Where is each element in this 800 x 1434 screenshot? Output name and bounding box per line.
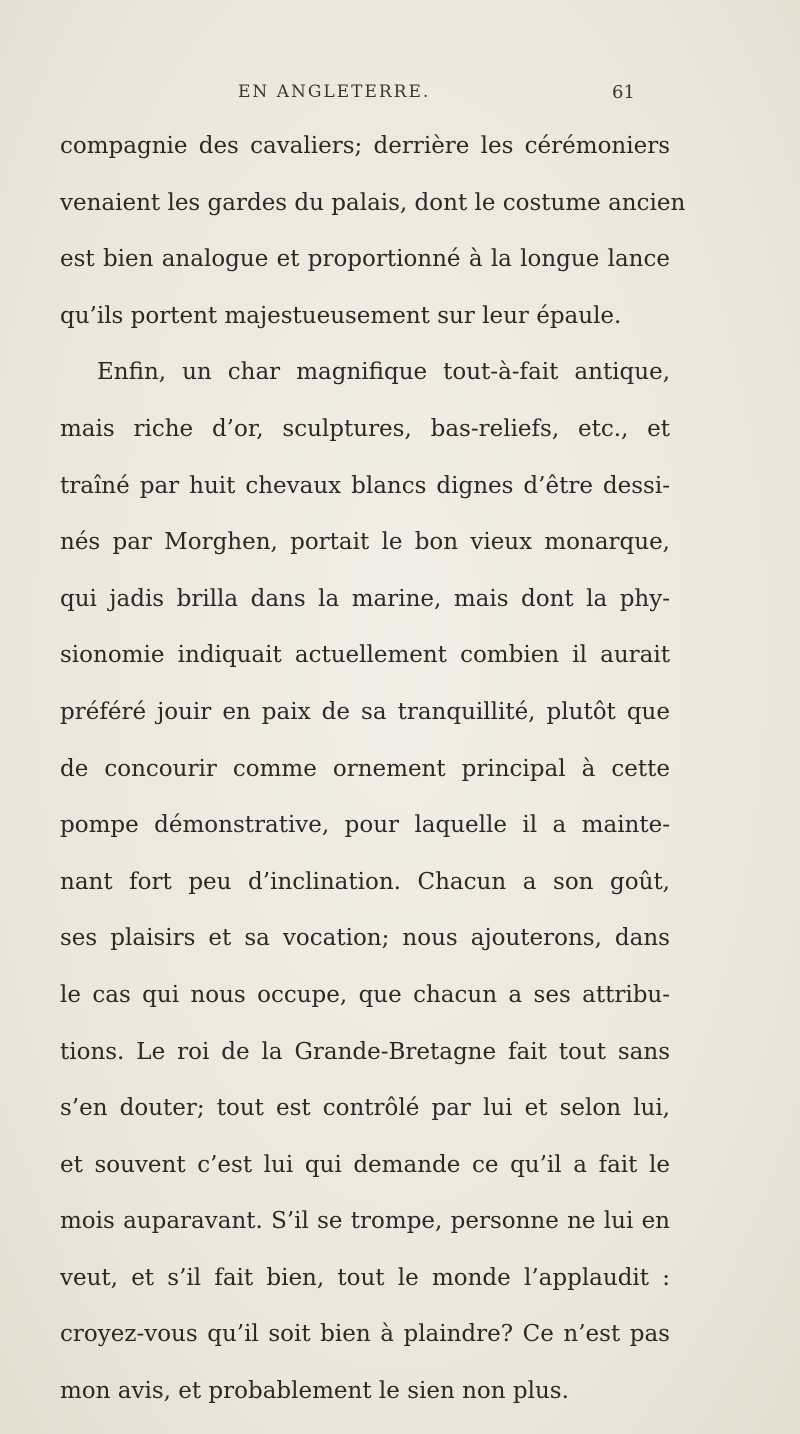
text-line: préféré jouir en paix de sa tranquillité, plutôt que [60,698,670,725]
text-line: veut, et s’il fait bien, tout le monde l’applaudit : [60,1264,670,1291]
text-line: mon avis, et probablement le sien non plus. [60,1378,569,1405]
text-line: nant fort peu d’inclination. Chacun a son goût, [60,868,670,895]
running-head [0,82,800,112]
text-line: de concourir comme ornement principal à cette [60,755,670,782]
text-line: s’en douter; tout est contrôlé par lui et selon lui, [60,1095,670,1122]
text-line: compagnie des cavaliers; derrière les cérémoniers [60,133,670,159]
body-text [60,118,686,1420]
running-title: EN ANGLETERRE. [238,82,431,102]
page-number: 61 [612,82,635,103]
paragraph-start-line: Enfin, un char magnifique tout-à-fait antique, [97,359,670,386]
text-line: est bien analogue et proportionné à la longue lance [60,246,670,273]
text-line: venaient les gardes du palais, dont le costume ancien [60,189,686,216]
text-line: nés par Morghen, portait le bon vieux monarque, [60,529,670,556]
text-line: tions. Le roi de la Grande-Bretagne fait tout sans [60,1038,670,1065]
text-line: qu’ils portent majestueusement sur leur épaule. [60,302,622,329]
text-line: mois auparavant. S’il se trompe, personne ne lui en [60,1208,670,1235]
text-line: le cas qui nous occupe, que chacun a ses attribu- [60,981,670,1008]
text-line: et souvent c’est lui qui demande ce qu’il a fait le [60,1151,670,1178]
text-line: traîné par huit chevaux blancs dignes d’être dessi- [60,472,670,499]
text-line: ses plaisirs et sa vocation; nous ajouterons, dans [60,925,670,952]
text-line: qui jadis brilla dans la marine, mais dont la phy- [60,585,670,612]
text-line: sionomie indiquait actuellement combien il aurait [60,642,670,669]
text-line: croyez-vous qu’il soit bien à plaindre? Ce n’est pas [60,1321,670,1348]
text-line: mais riche d’or, sculptures, bas-reliefs, etc., et [60,415,670,442]
text-line: pompe démonstrative, pour laquelle il a mainte- [60,812,670,839]
